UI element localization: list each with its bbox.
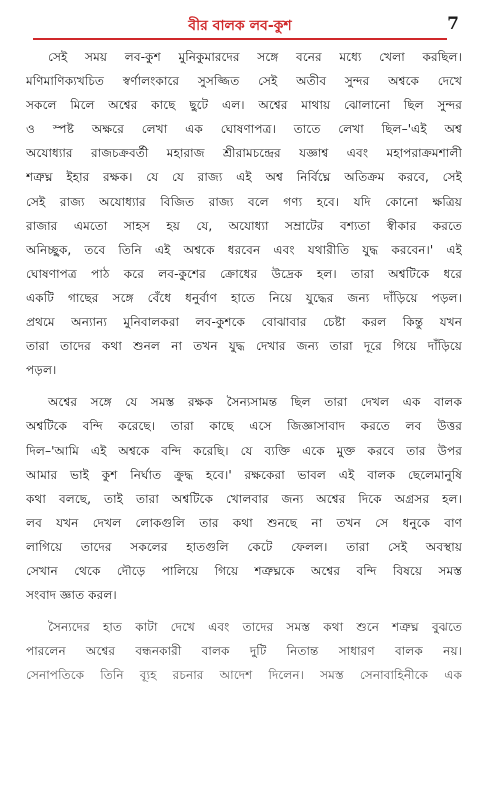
text-line: সেই রাজ্য অযোধ্যার বিজিত রাজ্য বলে গণ্য হবে। যদি কোনো ক্ষত্রিয় (26, 194, 462, 209)
text-line: পারলেন অশ্বের বন্ধনকারী বালক দুটি নিতান্ত সাধারণ বালক নয়। (26, 644, 462, 659)
text-line: একটি গাছের সঙ্গে বেঁধে ধনুর্বাণ হাতে নিয়ে যুদ্ধের জন্য দাঁড়িয়ে পড়ল। (26, 290, 462, 305)
body-text (26, 45, 462, 687)
text-line: ঘোষণাপত্র পাঠ করে লব-কুশের ক্রোধের উদ্রেক হল। তারা অশ্বটিকে ধরে (26, 266, 462, 281)
text-line: ও স্পষ্ট অক্ষরে লেখা এক ঘোষণাপত্র। তাতে লেখা ছিল–'এই অশ্ব (26, 122, 462, 137)
paragraph-2 (26, 390, 462, 607)
text-line: মণিমাণিক্যখচিত স্বর্ণালংকারে সুসজ্জিত সেই অতীব সুন্দর অশ্বকে দেখে (26, 74, 462, 89)
text-line: অশ্বের সঙ্গে যে সমস্ত রক্ষক সৈন্যসামন্ত ছিল তারা দেখল এক বালক (48, 395, 462, 410)
text-line: আমার ভাই কুশ নির্ঘাত ক্রুদ্ধ হবে।' রক্ষকেরা ভাবল এই বালক ছেলেমানুষি (26, 467, 462, 482)
paragraph-1 (26, 45, 462, 382)
text-line: দিল–'আমি এই অশ্বকে বন্দি করেছি। যে ব্যক্তি একে মুক্ত করবে তার উপর (26, 443, 462, 458)
paragraph-3 (26, 615, 462, 687)
text-line: পড়ল। (26, 363, 57, 378)
text-line: রাজার এমতো সাহস হয় যে, অযোধ্যা সম্রাটের বশ্যতা স্বীকার করতে (26, 218, 462, 233)
text-line: সেখান থেকে দৌড়ে পালিয়ে গিয়ে শত্রুঘ্নকে অশ্বের বন্দি বিষয়ে সমস্ত (26, 563, 462, 578)
paragraph-gap (26, 382, 462, 390)
text-line: অযোধ্যার রাজচক্রবর্তী মহারাজ শ্রীরামচন্দ্রের যজ্ঞাশ্ব এবং মহাপরাক্রমশালী (26, 146, 462, 161)
text-line: সেই সময় লব-কুশ মুনিকুমারদের সঙ্গে বনের মধ্যে খেলা করছিল। (48, 50, 462, 64)
text-line: কথা বলছে, তাই তারা অশ্বটিকে খোলবার জন্য অশ্বের দিকে অগ্রসর হল। (26, 491, 462, 506)
text-line: সংবাদ জ্ঞাত করল। (26, 588, 117, 603)
text-line: তারা তাদের কথা শুনল না তখন যুদ্ধ দেখার জন্য তারা দূরে গিয়ে দাঁড়িয়ে (26, 339, 462, 354)
text-line: লাগিয়ে তাদের সকলের হাতগুলি কেটে ফেলল। তারা সেই অবস্থায় (26, 539, 462, 554)
header-title: বীর বালক লব-কুশ (188, 18, 292, 34)
paragraph-gap (26, 607, 462, 615)
text-line: সেনাপতিকে তিনি ব্যূহ রচনার আদেশ দিলেন। সমস্ত সেনাবাহিনীকে এক (26, 668, 462, 683)
text-line: সকলে মিলে অশ্বের কাছে ছুটে এল। অশ্বের মাথায় ঝোলানো ছিল সুন্দর (26, 98, 462, 113)
text-line: লব যখন দেখল লোকগুলি তার কথা শুনছে না তখন সে ধনুকে বাণ (26, 515, 462, 530)
running-header (33, 14, 459, 42)
text-line: শত্রুঘ্ন ইহার রক্ষক। যে যে রাজ্য এই অশ্ব নির্বিঘ্নে অতিক্রম করবে, সেই (26, 170, 462, 185)
text-line: সৈন্যদের হাত কাটা দেখে এবং তাদের সমস্ত কথা শুনে শত্রুঘ্ন বুঝতে (48, 620, 462, 635)
page-number: 7 (447, 14, 459, 34)
text-line: অশ্বটিকে বন্দি করেছে। তারা কাছে এসে জিজ্ঞাসাবাদ করতে লব উত্তর (26, 419, 462, 434)
text-line: প্রথমে অন্যান্য মুনিবালকরা লব-কুশকে বোঝাবার চেষ্টা করল কিন্তু যখন (26, 315, 462, 330)
text-line: অনিচ্ছুক, তবে তিনি এই অশ্বকে ধরবেন এবং যথারীতি যুদ্ধ করবেন।' এই (26, 242, 462, 257)
header-rule (33, 38, 447, 40)
